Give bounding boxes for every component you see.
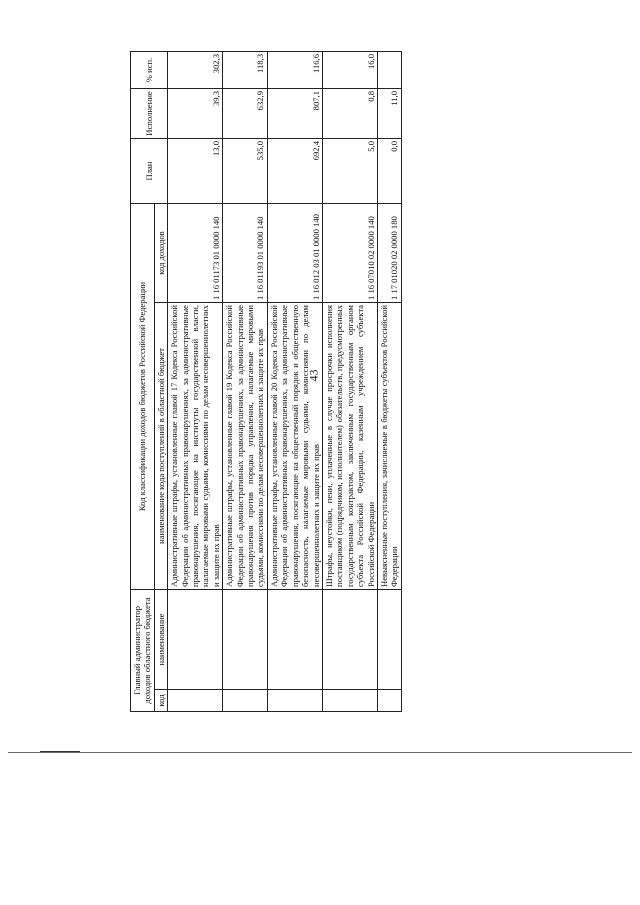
income-name-cell: Административные штрафы, установленные главой 20 Кодекса Российской Федерации об административных правонарушениях, за административные правонарушения, посягающие на общественный порядок и общественную безопасность, налагаемые мировыми судьями, комиссиями по делам несовершеннолетних и защите их прав (267, 303, 322, 590)
header-admin-code: код (154, 690, 167, 712)
income-code-cell: 1 16 01173 01 0000 140 (168, 204, 223, 303)
admin-code-cell (267, 690, 322, 712)
page-divider-accent (40, 751, 80, 752)
admin-name-cell (223, 590, 268, 690)
admin-name-cell (377, 590, 401, 690)
income-code-cell: 1 17 01020 02 0000 180 (377, 204, 401, 303)
table-row (267, 52, 322, 712)
execution-cell: 807,1 (267, 89, 322, 139)
percent-cell: 16,0 (322, 52, 377, 89)
header-admin-name: наименование (154, 590, 167, 690)
income-name-cell: Административные штрафы, установленные главой 17 Кодекса Российской Федерации об административных правонарушениях, за административные правонарушения, посягающие на институты государственной власти, налагаемые мировыми судьями, комиссиями по делам несовершеннолетних и защите их прав (168, 303, 223, 590)
income-code-cell: 1 16 012 03 01 0000 140 (267, 204, 322, 303)
admin-name-cell (168, 590, 223, 690)
revenue-table (130, 51, 402, 712)
percent-cell: 118,3 (223, 52, 268, 89)
table-row (168, 52, 223, 712)
header-percent: % исп. (131, 52, 168, 89)
page-divider-line (8, 752, 632, 753)
admin-code-cell (322, 690, 377, 712)
header-row-1 (131, 52, 155, 712)
header-classification-group: Код классификации доходов бюджетов Российской Федерации (131, 204, 155, 590)
percent-cell: 302,3 (168, 52, 223, 89)
table-row (377, 52, 401, 712)
admin-code-cell (223, 690, 268, 712)
income-name-cell: Штрафы, неустойки, пени, уплаченные в случае просрочки исполнения поставщиком (подрядчиком, исполнителем) обязательств, предусмотренных государственным контрактом, заключенным государственным органом субъекта Российской Федерации, казенным учреждением субъекта Российской Федерации (322, 303, 377, 590)
header-admin-group: Главный администратор доходов областного бюджета (131, 590, 155, 712)
execution-cell: 39,3 (168, 89, 223, 139)
header-income-code: код доходов (154, 204, 167, 303)
admin-name-cell (267, 590, 322, 690)
header-plan: План (131, 139, 168, 204)
execution-cell: 632,9 (223, 89, 268, 139)
plan-cell: 0,0 (377, 139, 401, 204)
income-name-cell: Невыясненные поступления, зачисляемые в бюджеты субъектов Российской Федерации (377, 303, 401, 590)
page-number: 43 (306, 369, 321, 382)
admin-code-cell (377, 690, 401, 712)
rotated-table-container (130, 52, 530, 712)
plan-cell: 13,0 (168, 139, 223, 204)
income-code-cell: 1 16 01193 01 0000 140 (223, 204, 268, 303)
plan-cell: 5,0 (322, 139, 377, 204)
table-row (223, 52, 268, 712)
income-code-cell: 1 16 07010 02 0000 140 (322, 204, 377, 303)
admin-code-cell (168, 690, 223, 712)
percent-cell: 116,6 (267, 52, 322, 89)
execution-cell: 0,8 (322, 89, 377, 139)
income-name-cell: Административные штрафы, установленные главой 19 Кодекса Российской Федерации об административных правонарушениях, за административные правонарушения против порядка управления, налагаемые мировыми судьями, комиссиями по делам несовершеннолетних и защите их прав (223, 303, 268, 590)
plan-cell: 692,4 (267, 139, 322, 204)
header-execution: Исполнение (131, 89, 168, 139)
header-income-name: наименование кода поступлений в областной бюджет (154, 303, 167, 590)
percent-cell (377, 52, 401, 89)
admin-name-cell (322, 590, 377, 690)
execution-cell: 11,0 (377, 89, 401, 139)
plan-cell: 535,0 (223, 139, 268, 204)
table-row (322, 52, 377, 712)
